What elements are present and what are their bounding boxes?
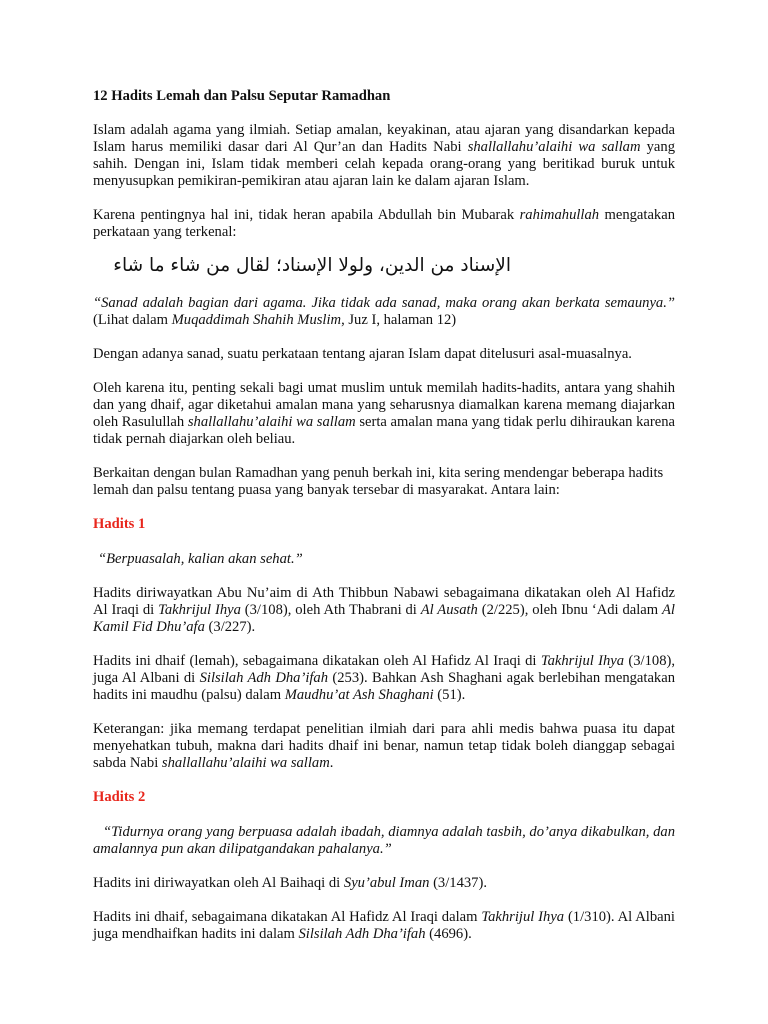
italic-run: “Tidurnya orang yang berpuasa adalah ibadah, diamnya adalah tasbih, do’anya dikabulkan, dan amalannya pun akan dilipatgandakan pahalanya.” [93,824,675,857]
italic-run: Takhrijul Ihya [481,909,565,925]
text-run: serta amalan mana yang tidak perlu dihiraukan karena tidak pernah diajarkan oleh beliau. [93,414,676,447]
italic-run: shallallahu’alaihi wa sallam [467,139,641,155]
italic-run: shallallahu’alaihi wa sallam [187,414,356,430]
hadits-1-note-paragraph [93,721,675,772]
text-run: Oleh karena itu, penting sekali bagi umat muslim untuk memilah hadits-hadits, antara yang shahih dan yang dhaif, agar diketahui amalan mana yang seharusnya diamalkan karena memang diajarkan oleh Rasulullah [93,380,675,430]
italic-run: shallallahu’alaihi wa sallam [161,755,330,771]
hadits-2-source-paragraph [93,875,675,892]
italic-run: Silsilah Adh Dha’ifah [199,670,329,686]
text-run: (3/108), juga Al Albani di [93,653,675,686]
text-run: Hadits diriwayatkan Abu Nu’aim di Ath Thibbun Nabawi sebagaimana dikatakan oleh Al Hafidz Al Iraqi di [93,585,675,618]
text-run: (51). [433,687,466,703]
italic-run: rahimahullah [519,207,600,223]
text-run: (Lihat dalam [93,312,172,328]
italic-run: “Sanad adalah bagian dari agama. Jika tidak ada sanad, maka orang akan berkata semaunya.” [93,295,675,311]
hadits-2-quote [93,824,675,858]
ramadhan-paragraph: Berkaitan dengan bulan Ramadhan yang penuh berkah ini, kita sering mendengar beberapa hadits lemah dan palsu tentang puasa yang banyak tersebar di masyarakat. Antara lain: [93,465,664,498]
italic-run: Takhrijul Ihya [540,653,625,669]
hadits-2-status-paragraph [93,909,675,943]
text-run: Keterangan: jika memang terdapat penelitian ilmiah dari para ahli medis bahwa puasa itu dapat menyehatkan tubuh, makna dari hadits dhaif ini benar, namun tetap tidak boleh dianggap sebagai sabda Nabi [93,721,675,771]
text-run: yang sahih. Dengan ini, Islam tidak memberi celah kepada orang-orang yang beritikad buruk untuk menyusupkan pemikiran-pemikiran atau ajaran lain ke dalam ajaran Islam. [93,139,675,189]
text-run: Hadits ini dhaif (lemah), sebagaimana dikatakan oleh Al Hafidz Al Iraqi di [93,653,541,669]
text-run: Hadits ini diriwayatkan oleh Al Baihaqi di [93,875,344,891]
sanad-benefit-paragraph: Dengan adanya sanad, suatu perkataan tentang ajaran Islam dapat ditelusuri asal-muasalnya. [93,346,632,362]
text-run: (3/1437). [429,875,487,891]
hadits-1-source-paragraph [93,585,675,636]
intro-paragraph [93,122,675,190]
italic-run: Muqaddimah Shahih Muslim [171,312,342,328]
sanad-intro-paragraph [93,207,675,241]
text-run: Islam adalah agama yang ilmiah. Setiap amalan, keyakinan, atau ajaran yang disandarkan kepada Islam harus memiliki dasar dari Al Qur’an dan Hadits Nabi [93,122,675,155]
text-run: , Juz I, halaman 12) [341,312,457,328]
arabic-quote: الإسناد من الدين، ولولا الإسناد؛ لقال من شاء ما شاء [113,255,511,276]
italic-run: “Berpuasalah, kalian akan sehat.” [98,551,303,567]
text-run: . [329,755,334,771]
hadits-2-heading: Hadits 2 [93,789,146,805]
sorting-hadits-paragraph [93,380,675,448]
italic-run: Al Kamil Fid Dhu’afa [93,602,675,635]
sanad-translation-paragraph [93,295,675,329]
document-title: 12 Hadits Lemah dan Palsu Seputar Ramadhan [93,88,391,104]
italic-run: Maudhu’at Ash Shaghani [284,687,434,703]
text-run: Hadits ini dhaif, sebagaimana dikatakan Al Hafidz Al Iraqi dalam [93,909,482,925]
italic-run: Al Ausath [420,602,478,618]
text-run: (4696). [425,926,472,942]
italic-run: Syu’abul Iman [343,875,430,891]
hadits-1-quote [93,551,675,568]
text-run: mengatakan perkataan yang terkenal: [93,207,675,240]
text-run: (2/225), oleh Ibnu ‘Adi dalam [477,602,662,618]
text-run: (253). Bahkan Ash Shaghani agak berlebihan mengatakan hadits ini maudhu (palsu) dalam [93,670,675,703]
text-run: Karena pentingnya hal ini, tidak heran apabila Abdullah bin Mubarak [93,207,520,223]
italic-run: Silsilah Adh Dha’ifah [298,926,426,942]
hadits-1-status-paragraph [93,653,675,704]
hadits-1-heading: Hadits 1 [93,516,146,532]
text-run: (3/108), oleh Ath Thabrani di [240,602,421,618]
text-run: (1/310). Al Albani juga mendhaifkan hadits ini dalam [93,909,675,942]
italic-run: Takhrijul Ihya [158,602,241,618]
text-run: (3/227). [204,619,256,635]
